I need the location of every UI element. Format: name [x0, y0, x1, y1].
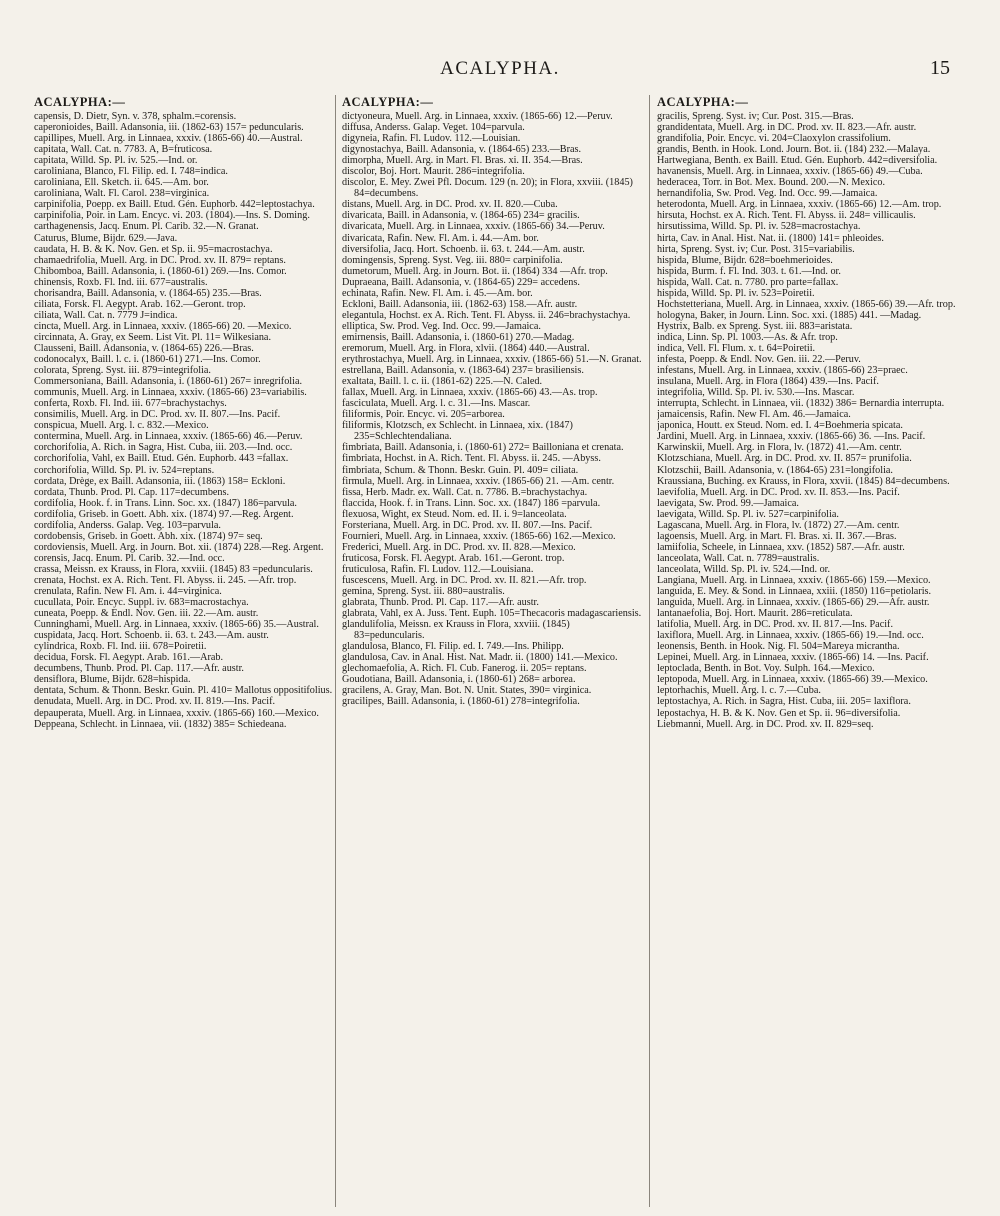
index-entry: Clausseni, Baill. Adansonia, v. (1864-65) 226.—Bras. — [34, 342, 254, 354]
index-entry: laevifolia, Muell. Arg. in DC. Prod. xv. II. 853.—Ins. Pacif. — [657, 486, 900, 498]
page-number: 15 — [930, 57, 950, 79]
index-entry: gemina, Spreng. Syst. iii. 880=australis. — [342, 586, 505, 598]
index-entry: decumbens, Thunb. Prod. Pl. Cap. 117.—Afr. austr. — [34, 663, 244, 675]
entry-list — [34, 111, 334, 730]
index-entry: indica, Linn. Sp. Pl. 1003.—As. & Afr. trop. — [657, 331, 838, 343]
index-entry: heterodonta, Muell. Arg. in Linnaea, xxxiv. (1865-66) 12.—Am. trop. — [657, 199, 942, 211]
index-entry: hispida, Wall. Cat. n. 7780. pro parte=fallax. — [657, 276, 839, 288]
index-entry: Karwinskii, Muell. Arg. in Flora, lv. (1872) 41.—Am. centr. — [657, 442, 902, 454]
index-entry: erythrostachya, Muell. Arg. in Linnaea, xxxiv. (1865-66) 51.—N. Granat. — [342, 354, 642, 366]
index-entry: glabrata, Thunb. Prod. Pl. Cap. 117.—Afr. austr. — [342, 597, 539, 609]
index-entry: filiformis, Klotzsch, ex Schlecht. in Linnaea, xix. (1847) 235=Schlechtendaliana. — [342, 420, 573, 443]
index-entry: divaricata, Baill. in Adansonia, v. (1864-65) 234= gracilis. — [342, 210, 580, 222]
index-entry: grandifolia, Poir. Encyc. vi. 204=Claoxylon crassifolium. — [657, 133, 891, 145]
index-entry: fimbriata, Hochst. in A. Rich. Tent. Fl. Abyss. ii. 245. —Abyss. — [342, 453, 601, 465]
index-entry: circinnata, A. Gray, ex Seem. List Vit. Pl. 11= Wilkesiana. — [34, 331, 272, 343]
index-entry: jamaicensis, Rafin. New Fl. Am. 46.—Jamaica. — [657, 409, 851, 421]
index-entry: glabrata, Vahl, ex A. Juss. Tent. Euph. 105=Thecacoris madagascariensis. — [342, 608, 642, 620]
index-entry: leptopoda, Muell. Arg. in Linnaea, xxxiv. (1865-66) 39.—Mexico. — [657, 674, 928, 686]
index-entry: laevigata, Willd. Sp. Pl. iv. 527=carpinifolia. — [657, 508, 839, 520]
index-entry: echinata, Rafin. New. Fl. Am. i. 45.—Am. bor. — [342, 287, 533, 299]
index-entry: capensis, D. Dietr, Syn. v. 378, sphalm.=corensis. — [34, 111, 237, 122]
index-entry: gracilipes, Baill. Adansonia, i. (1860-61) 278=integrifolia. — [342, 696, 580, 708]
index-entry: digyneia, Rafin. Fl. Ludov. 112.—Louisian. — [342, 133, 521, 145]
index-entry: gracilens, A. Gray, Man. Bot. N. Unit. States, 390= virginica. — [342, 685, 592, 697]
index-entry: corensis, Jacq. Enum. Pl. Carib. 32.—Ind. occ. — [34, 552, 225, 564]
index-entry: conferta, Roxb. Fl. Ind. iii. 677=brachystachys. — [34, 398, 227, 410]
index-entry: cordifolia, Hook. f. in Trans. Linn. Soc. xx. (1847) 186=parvula. — [34, 497, 297, 509]
index-entry: chorisandra, Baill. Adansonia, v. (1864-65) 235.—Bras. — [34, 287, 262, 299]
index-entry: caroliniana, Walt. Fl. Carol. 238=virginica. — [34, 188, 210, 200]
index-entry: densiflora, Blume, Bijdr. 628=hispida. — [34, 674, 191, 686]
index-entry: hirsutissima, Willd. Sp. Pl. iv. 528=macrostachya. — [657, 221, 861, 233]
index-entry: dumetorum, Muell. Arg. in Journ. Bot. ii. (1864) 334 —Afr. trop. — [342, 265, 608, 277]
index-entry: leonensis, Benth. in Hook. Nig. Fl. 504=Mareya micrantha. — [657, 641, 900, 653]
index-entry: dimorpha, Muell. Arg. in Mart. Fl. Bras. xi. II. 354.—Bras. — [342, 155, 583, 167]
index-entry: chinensis, Roxb. Fl. Ind. iii. 677=australis. — [34, 276, 208, 288]
index-entry: flaccida, Hook. f. in Trans. Linn. Soc. xx. (1847) 186 =parvula. — [342, 497, 601, 509]
index-entry: lagoensis, Muell. Arg. in Mart. Fl. Bras. xi. II. 367.—Bras. — [657, 530, 897, 542]
index-entry: Lagascana, Muell. Arg. in Flora, lv. (1872) 27.—Am. centr. — [657, 519, 900, 531]
index-entry: languida, Muell. Arg. in Linnaea, xxxiv. (1865-66) 29.—Afr. austr. — [657, 597, 930, 609]
index-entry: caroliniana, Blanco, Fl. Filip. ed. I. 748=indica. — [34, 166, 228, 178]
index-entry: Lepinei, Muell. Arg. in Linnaea, xxxiv. (1865-66) 14. —Ins. Pacif. — [657, 652, 929, 664]
column-1 — [34, 95, 334, 1210]
index-entry: havanensis, Muell. Arg. in Linnaea, xxxiv. (1865-66) 49.—Cuba. — [657, 166, 923, 178]
index-entry: glandulifolia, Meissn. ex Krauss in Flora, xxviii. (1845) 83=peduncularis. — [342, 619, 570, 642]
index-entry: crenata, Hochst. ex A. Rich. Tent. Fl. Abyss. ii. 245. —Afr. trop. — [34, 574, 297, 586]
index-entry: firmula, Muell. Arg. in Linnaea, xxxiv. (1865-66) 21. —Am. centr. — [342, 475, 615, 487]
index-entry: capitata, Wall. Cat. n. 7783. A, B=fruticosa. — [34, 144, 213, 156]
index-entry: cordobensis, Griseb. in Goett. Abh. xix. (1874) 97= seq. — [34, 530, 263, 542]
index-entry: glandulosa, Blanco, Fl. Filip. ed. I. 749.—Ins. Philipp. — [342, 641, 564, 653]
index-entry: cordata, Thunb. Prod. Pl. Cap. 117=decumbens. — [34, 486, 230, 498]
index-entry: indica, Vell. Fl. Flum. x. t. 64=Poiretii. — [657, 342, 816, 354]
index-entry: Frederici, Muell. Arg. in DC. Prod. xv. II. 828.—Mexico. — [342, 541, 576, 553]
index-entry: exaltata, Baill. l. c. ii. (1861-62) 225.—N. Caled. — [342, 376, 543, 388]
index-entry: elegantula, Hochst. ex A. Rich. Tent. Fl. Abyss. ii. 246=brachystachya. — [342, 309, 631, 321]
index-entry: leptoclada, Benth. in Bot. Voy. Sulph. 164.—Mexico. — [657, 663, 875, 675]
index-entry: Goudotiana, Baill. Adansonia, i. (1860-61) 268= arborea. — [342, 674, 576, 686]
index-entry: glandulosa, Cav. in Anal. Hist. Nat. Madr. ii. (1800) 141.—Mexico. — [342, 652, 618, 664]
index-entry: Klotzschii, Baill. Adansonia, v. (1864-65) 231=longifolia. — [657, 464, 893, 476]
index-entry: Commersoniana, Baill. Adansonia, i. (1860-61) 267= inregrifolia. — [34, 376, 303, 388]
index-entry: Kraussiana, Buching. ex Krauss, in Flora, xxvii. (1845) 84=decumbens. — [657, 475, 950, 487]
index-entry: caroliniana, Ell. Sketch. ii. 645.—Am. bor. — [34, 177, 209, 189]
index-entry: Hochstetteriana, Muell. Arg. in Linnaea, xxxiv. (1865-66) 39.—Afr. trop. — [657, 298, 956, 310]
index-entry: dictyoneura, Muell. Arg. in Linnaea, xxxiv. (1865-66) 12.—Peruv. — [342, 111, 613, 122]
index-entry: elliptica, Sw. Prod. Veg. Ind. Occ. 99.—Jamaica. — [342, 320, 541, 332]
index-entry: chamaedrifolia, Muell. Arg. in DC. Prod. xv. II. 879= reptans. — [34, 254, 286, 266]
index-entry: flexuosa, Wight, ex Steud. Nom. ed. II. i. 9=lanceolata. — [342, 508, 567, 520]
index-entry: lanceolata, Willd. Sp. Pl. iv. 524.—Ind. or. — [657, 563, 831, 575]
index-entry: fimbriata, Schum. & Thonn. Beskr. Guin. Pl. 409= ciliata. — [342, 464, 579, 476]
index-entry: divaricata, Muell. Arg. in Linnaea, xxxiv. (1865-66) 34.—Peruv. — [342, 221, 605, 233]
entry-list — [342, 111, 642, 708]
index-entry: corchorifolia, Willd. Sp. Pl. iv. 524=reptans. — [34, 464, 215, 476]
index-entry: caperonioides, Baill. Adansonia, iii. (1862-63) 157= peduncularis. — [34, 122, 304, 134]
index-entry: Hartwegiana, Benth. ex Baill. Etud. Gén. Euphorb. 442=diversifolia. — [657, 155, 938, 167]
column-divider — [649, 95, 650, 1207]
index-entry: Liebmanni, Muell. Arg. in DC. Prod. xv. II. 829=seq. — [657, 718, 874, 730]
index-entry: lanceolata, Wall. Cat. n. 7789=australis. — [657, 552, 820, 564]
index-entry: glechomaefolia, A. Rich. Fl. Cub. Fanerog. ii. 205= reptans. — [342, 663, 587, 675]
index-entry: corchorifolia, Vahl, ex Baill. Etud. Gén. Euphorb. 443 =fallax. — [34, 453, 289, 465]
index-entry: hirta, Cav. in Anal. Hist. Nat. ii. (1800) 141= phleoides. — [657, 232, 884, 244]
index-entry: eremorum, Muell. Arg. in Flora, xlvii. (1864) 440.—Austral. — [342, 342, 590, 354]
index-entry: laxiflora, Muell. Arg. in Linnaea, xxxiv. (1865-66) 19.—Ind. occ. — [657, 630, 924, 642]
index-entry: cuneata, Poepp. & Endl. Nov. Gen. iii. 22.—Am. austr. — [34, 608, 259, 620]
index-entry: fallax, Muell. Arg. in Linnaea, xxxiv. (1865-66) 43.—As. trop. — [342, 387, 598, 399]
index-entry: discolor, E. Mey. Zwei Pfl. Docum. 129 (n. 20); in Flora, xxviii. (1845) 84=decumbens. — [342, 177, 633, 200]
index-entry: fruticulosa, Rafin. Fl. Ludov. 112.—Louisiana. — [342, 563, 534, 575]
index-entry: dentata, Schum. & Thonn. Beskr. Guin. Pl. 410= Mallotus oppositifolius. — [34, 685, 333, 697]
index-entry: infestans, Muell. Arg. in Linnaea, xxxiv. (1865-66) 23=praec. — [657, 365, 908, 377]
index-entry: codonocalyx, Baill. l. c. i. (1860-61) 271.—Ins. Comor. — [34, 354, 261, 366]
index-entry: fasciculata, Muell. Arg. l. c. 31.—Ins. Mascar. — [342, 398, 531, 410]
index-entry: infesta, Poepp. & Endl. Nov. Gen. iii. 22.—Peruv. — [657, 354, 861, 366]
page-header — [0, 0, 1000, 92]
index-entry: diversifolia, Jacq. Hort. Schoenb. ii. 63. t. 244.—Am. austr. — [342, 243, 585, 255]
index-entry: denudata, Muell. Arg. in DC. Prod. xv. II. 819.—Ins. Pacif. — [34, 696, 276, 708]
index-entry: Cunninghami, Muell. Arg. in Linnaea, xxxiv. (1865-66) 35.—Austral. — [34, 619, 319, 631]
index-entry: Eckloni, Baill. Adansonia, iii. (1862-63) 158.—Afr. austr. — [342, 298, 578, 310]
index-entry: ciliata, Wall. Cat. n. 7779 J=indica. — [34, 309, 178, 321]
index-entry: crassa, Meissn. ex Krauss, in Flora, xxviii. (1845) 83 =peduncularis. — [34, 563, 313, 575]
index-entry: fimbriata, Baill. Adansonia, i. (1860-61) 272= Bailloniana et crenata. — [342, 442, 624, 454]
index-entry: japonica, Houtt. ex Steud. Nom. ed. I. 4=Boehmeria spicata. — [657, 420, 903, 432]
index-entry: carpinifolia, Poir. in Lam. Encyc. vi. 203. (1804).—Ins. S. Doming. — [34, 210, 310, 222]
index-entry: hirsuta, Hochst. ex A. Rich. Tent. Fl. Abyss. ii. 248= villicaulis. — [657, 210, 916, 222]
index-entry: lepostachya, H. B. & K. Nov. Gen et Sp. ii. 96=diversifolia. — [657, 707, 901, 719]
index-entry: decidua, Forsk. Fl. Aegypt. Arab. 161.—Arab. — [34, 652, 224, 664]
index-entry: distans, Muell. Arg. in DC. Prod. xv. II. 820.—Cuba. — [342, 199, 558, 211]
index-entry: depauperata, Muell. Arg. in Linnaea, xxxiv. (1865-66) 160.—Mexico. — [34, 707, 319, 719]
index-entry: capillipes, Muell. Arg. in Linnaea, xxxiv. (1865-66) 40.—Austral. — [34, 133, 303, 145]
index-entry: hispida, Burm. f. Fl. Ind. 303. t. 61.—Ind. or. — [657, 265, 841, 277]
index-entry: leptorhachis, Muell. Arg. l. c. 7.—Cuba. — [657, 685, 821, 697]
index-entry: discolor, Boj. Hort. Maurit. 286=integrifolia. — [342, 166, 525, 178]
index-entry: Hystrix, Balb. ex Spreng. Syst. iii. 883=aristata. — [657, 320, 853, 332]
index-entry: contermina, Muell. Arg. in Linnaea, xxxiv. (1865-66) 46.—Peruv. — [34, 431, 303, 443]
index-entry: lantanaefolia, Boj. Hort. Maurit. 286=reticulata. — [657, 608, 853, 620]
index-entry: communis, Muell. Arg. in Linnaea, xxxiv. (1865-66) 23=variabilis. — [34, 387, 307, 399]
index-entry: Deppeana, Schlecht. in Linnaea, vii. (1832) 385= Schiedeana. — [34, 718, 287, 730]
index-entry: corchorifolia, A. Rich. in Sagra, Hist. Cuba, iii. 203.—Ind. occ. — [34, 442, 293, 454]
index-entry: hederacea, Torr. in Bot. Mex. Bound. 200.—N. Mexico. — [657, 177, 885, 189]
index-entry: laevigata, Sw. Prod. 99.—Jamaica. — [657, 497, 799, 509]
index-entry: consimilis, Muell. Arg. in DC. Prod. xv. II. 807.—Ins. Pacif. — [34, 409, 281, 421]
index-entry: lamiifolia, Scheele, in Linnaea, xxv. (1852) 587.—Afr. austr. — [657, 541, 905, 553]
column-heading: ACALYPHA:— — [34, 95, 126, 109]
index-entry: gracilis, Spreng. Syst. iv; Cur. Post. 315.—Bras. — [657, 111, 854, 122]
index-entry: cordifolia, Griseb. in Goett. Abh. xix. (1874) 97.—Reg. Argent. — [34, 508, 294, 520]
index-entry: cucullata, Poir. Encyc. Suppl. iv. 683=macrostachya. — [34, 597, 249, 609]
index-entry: Jardini, Muell. Arg. in Linnaea, xxxiv. (1865-66) 36. —Ins. Pacif. — [657, 431, 926, 443]
index-entry: hirta, Spreng. Syst. iv; Cur. Post. 315=variabilis. — [657, 243, 855, 255]
index-entry: diffusa, Anderss. Galap. Veget. 104=parvula. — [342, 122, 525, 134]
index-entry: Caturus, Blume, Bijdr. 629.—Java. — [34, 232, 178, 244]
index-entry: Klotzschiana, Muell. Arg. in DC. Prod. xv. II. 857= prunifolia. — [657, 453, 912, 465]
index-entry: emirnensis, Baill. Adansonia, i. (1860-61) 270.—Madag. — [342, 331, 575, 343]
index-entry: hernandifolia, Sw. Prod. Veg. Ind. Occ. 99.—Jamaica. — [657, 188, 878, 200]
index-entry: cordifolia, Anderss. Galap. Veg. 103=parvula. — [34, 519, 221, 531]
column-divider — [335, 95, 336, 1207]
column-2 — [342, 95, 642, 1210]
index-entry: languida, E. Mey. & Sond. in Linnaea, xxiii. (1850) 116=petiolaris. — [657, 586, 932, 598]
index-entry: grandidentata, Muell. Arg. in DC. Prod. xv. II. 823.—Afr. austr. — [657, 122, 917, 134]
index-entry: fissa, Herb. Madr. ex. Wall. Cat. n. 7786. B.=brachystachya. — [342, 486, 588, 498]
index-entry: Chibomboa, Baill. Adansonia, i. (1860-61) 269.—Ins. Comor. — [34, 265, 287, 277]
index-entry: interrupta, Schlecht. in Linnaea, vii. (1832) 386= Bernardia interrupta. — [657, 398, 945, 410]
index-entry: fruticosa, Forsk. Fl. Aegypt. Arab. 161.—Geront. trop. — [342, 552, 565, 564]
index-entry: latifolia, Muell. Arg. in DC. Prod. xv. II. 817.—Ins. Pacif. — [657, 619, 893, 631]
index-entry: integrifolia, Willd. Sp. Pl. iv. 530.—Ins. Mascar. — [657, 387, 855, 399]
index-entry: hologyna, Baker, in Journ. Linn. Soc. xxi. (1885) 441. —Madag. — [657, 309, 922, 321]
index-entry: Fournieri, Muell. Arg. in Linnaea, xxxiv. (1865-66) 162.—Mexico. — [342, 530, 616, 542]
index-entry: carthagenensis, Jacq. Enum. Pl. Carib. 32.—N. Granat. — [34, 221, 259, 233]
index-entry: crenulata, Rafin. New Fl. Am. i. 44=virginica. — [34, 586, 222, 598]
index-entry: digynostachya, Baill. Adansonia, v. (1864-65) 233.—Bras. — [342, 144, 581, 156]
index-entry: Langiana, Muell. Arg. in Linnaea, xxxiv. (1865-66) 159.—Mexico. — [657, 574, 931, 586]
index-entry: cordoviensis, Muell. Arg. in Journ. Bot. xii. (1874) 228.—Reg. Argent. — [34, 541, 324, 553]
entry-list — [657, 111, 957, 730]
index-entry: conspicua, Muell. Arg. l. c. 832.—Mexico. — [34, 420, 209, 432]
index-entry: divaricata, Rafin. New. Fl. Am. i. 44.—Am. bor. — [342, 232, 539, 244]
index-entry: cylindrica, Roxb. Fl. Ind. iii. 678=Poiretii. — [34, 641, 207, 653]
index-entry: insulana, Muell. Arg. in Flora (1864) 439.—Ins. Pacif. — [657, 376, 879, 388]
index-entry: colorata, Spreng. Syst. iii. 879=integrifolia. — [34, 365, 211, 377]
column-heading: ACALYPHA:— — [342, 95, 434, 109]
index-entry: cuspidata, Jacq. Hort. Schoenb. ii. 63. t. 243.—Am. austr. — [34, 630, 269, 642]
index-entry: Dupraeana, Baill. Adansonia, v. (1864-65) 229= accedens. — [342, 276, 580, 288]
index-entry: estrellana, Baill. Adansonia, v. (1863-64) 237= brasiliensis. — [342, 365, 584, 377]
running-title: ACALYPHA. — [440, 58, 560, 79]
index-entry: grandis, Benth. in Hook. Lond. Journ. Bot. ii. (184) 232.—Malaya. — [657, 144, 931, 156]
index-entry: cordata, Drège, ex Baill. Adansonia, iii. (1863) 158= Eckloni. — [34, 475, 286, 487]
index-entry: fuscescens, Muell. Arg. in DC. Prod. xv. II. 821.—Afr. trop. — [342, 574, 587, 586]
index-entry: caudata, H. B. & K. Nov. Gen. et Sp. ii. 95=macrostachya. — [34, 243, 273, 255]
index-entry: leptostachya, A. Rich. in Sagra, Hist. Cuba, iii. 205= laxiflora. — [657, 696, 911, 708]
index-entry: cincta, Muell. Arg. in Linnaea, xxxiv. (1865-66) 20. —Mexico. — [34, 320, 292, 332]
index-entry: ciliata, Forsk. Fl. Aegypt. Arab. 162.—Geront. trop. — [34, 298, 246, 310]
column-3 — [657, 95, 957, 1210]
index-entry: hispida, Blume, Bijdr. 628=boehmerioides. — [657, 254, 833, 266]
index-entry: filiformis, Poir. Encyc. vi. 205=arborea. — [342, 409, 505, 421]
column-heading: ACALYPHA:— — [657, 95, 749, 109]
index-entry: capitata, Willd. Sp. Pl. iv. 525.—Ind. or. — [34, 155, 198, 167]
index-entry: hispida, Willd. Sp. Pl. iv. 523=Poiretii. — [657, 287, 815, 299]
index-entry: Forsteriana, Muell. Arg. in DC. Prod. xv. II. 807.—Ins. Pacif. — [342, 519, 593, 531]
index-entry: domingensis, Spreng. Syst. Veg. iii. 880= carpinifolia. — [342, 254, 563, 266]
index-entry: carpinifolia, Poepp. ex Baill. Etud. Gén. Euphorb. 442=leptostachya. — [34, 199, 315, 211]
